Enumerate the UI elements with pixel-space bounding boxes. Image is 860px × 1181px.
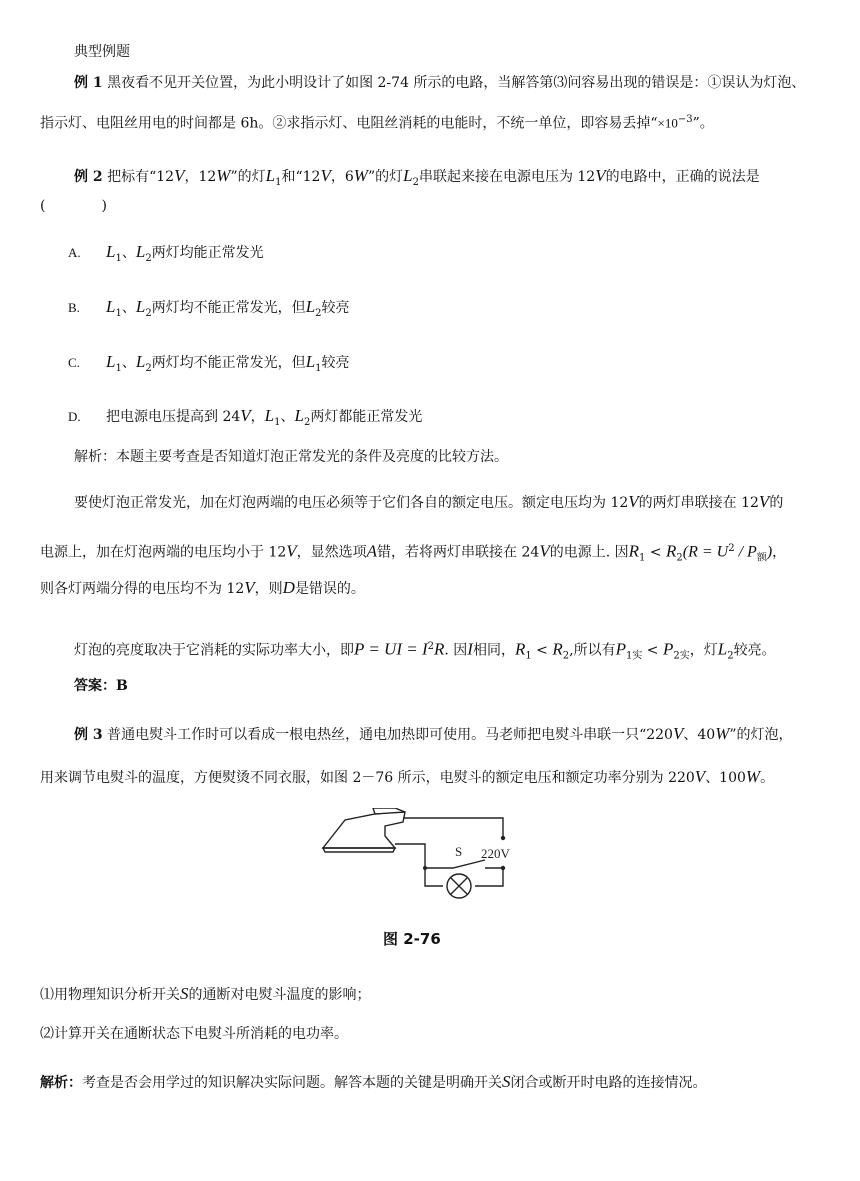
wire-lamp-right bbox=[475, 868, 503, 886]
subscript-1: 1 bbox=[639, 552, 646, 564]
option-letter: C. bbox=[68, 355, 80, 370]
example-2-text: ”的灯 bbox=[367, 169, 404, 185]
analysis-text: 要使灯泡正常发光，加在灯泡两端的电压必须等于它们各自的额定电压。额定电压均为 12 bbox=[74, 495, 629, 511]
separator: 、 bbox=[121, 245, 136, 261]
unit-v: V bbox=[694, 767, 706, 786]
option-text: 两灯均能正常发光 bbox=[151, 245, 264, 261]
example-3-line-1 bbox=[74, 724, 793, 745]
analysis-text: 灯泡的亮度取决于它消耗的实际功率大小，即 bbox=[74, 642, 354, 659]
analysis-text: . 因 bbox=[444, 642, 468, 659]
terminal-bottom bbox=[501, 866, 505, 870]
figure-voltage-label: 220V bbox=[481, 846, 510, 861]
analysis-line-2 bbox=[74, 492, 783, 513]
solution-text: 考查是否会用学过的知识解决实际问题。解答本题的关键是明确开关 bbox=[82, 1075, 502, 1091]
unit-v: V bbox=[628, 492, 639, 511]
question-2: ⑵计算开关在通断状态下电熨斗所消耗的电功率。 bbox=[40, 1026, 348, 1042]
separator: ， bbox=[250, 409, 265, 425]
wire-top bbox=[403, 818, 503, 838]
option-letter: A. bbox=[68, 245, 81, 260]
example-3-text: 普通电熨斗工作时可以看成一根电热丝，通电加热即可使用。马老师把电熨斗串联一只“220 bbox=[107, 727, 673, 743]
example-1-line-1 bbox=[74, 73, 805, 93]
analysis-text: 的 bbox=[769, 495, 784, 511]
option-ref-a: A bbox=[366, 541, 378, 561]
example-2-text: ，12 bbox=[184, 169, 217, 185]
subscript-1: 1 bbox=[274, 416, 281, 428]
unit-v: V bbox=[758, 492, 770, 511]
separator: 、 bbox=[121, 355, 136, 371]
section-heading: 典型例题 bbox=[74, 44, 130, 60]
option-text: 两灯均不能正常发光，但 bbox=[151, 355, 306, 371]
power-p: P bbox=[615, 639, 626, 659]
formula-r: R bbox=[666, 541, 677, 561]
question-1 bbox=[40, 984, 371, 1005]
lamp-l: L bbox=[305, 352, 316, 371]
example-2-text: 的电路中，正确的说法是 bbox=[605, 169, 760, 185]
option-letter: D. bbox=[68, 409, 81, 424]
analysis-text: 较亮。 bbox=[733, 642, 776, 659]
power-p: P bbox=[663, 639, 674, 659]
lamp-l: L bbox=[135, 242, 146, 261]
unit-v: V bbox=[672, 724, 684, 743]
example-2-text: 把标有“12 bbox=[107, 169, 175, 185]
unit-factor: ×10 bbox=[657, 115, 678, 131]
subscript-1: 1 bbox=[275, 176, 282, 188]
example-2-label: 例 2 bbox=[74, 169, 103, 185]
unit-v: V bbox=[174, 166, 185, 185]
analysis-text: ， bbox=[772, 544, 787, 561]
separator: 、 bbox=[280, 409, 295, 425]
formula-paren: ) bbox=[766, 543, 773, 561]
analysis-text: 相同， bbox=[472, 642, 515, 659]
subscript-rated: 额 bbox=[756, 552, 767, 564]
unit-w: W bbox=[216, 166, 231, 185]
analysis-text: 则各灯两端分得的电压均不为 12 bbox=[40, 581, 245, 597]
subscript-2-actual: 2实 bbox=[673, 650, 690, 662]
example-3-text: 、40 bbox=[683, 727, 716, 743]
unit-v: V bbox=[539, 541, 550, 561]
subscript-1: 1 bbox=[115, 252, 122, 264]
lamp-l: L bbox=[135, 297, 146, 316]
unit-w: W bbox=[353, 166, 368, 185]
subscript-1: 1 bbox=[115, 307, 122, 319]
example-3-text: ”的灯泡， bbox=[729, 727, 793, 743]
example-3-label: 例 3 bbox=[74, 727, 103, 743]
lamp-l: L bbox=[135, 352, 146, 371]
lamp-l: L bbox=[265, 166, 276, 185]
analysis-intro: 解析：本题主要考查是否知道灯泡正常发光的条件及亮度的比较方法。 bbox=[74, 449, 508, 465]
subscript-2: 2 bbox=[727, 650, 734, 662]
less-than: < bbox=[531, 642, 553, 659]
unit-v: V bbox=[320, 166, 331, 185]
example-2-text: 串联起来接在电源电压为 12 bbox=[418, 169, 596, 185]
switch-s: S bbox=[180, 984, 189, 1003]
example-1-text-1: 黑夜看不见开关位置，为此小明设计了如图 2-74 所示的电路，当解答第⑶问容易出现的错误是：①误认为灯泡、 bbox=[107, 75, 806, 91]
figure-caption: 图 2-76 bbox=[383, 930, 441, 948]
unit-w: W bbox=[715, 724, 730, 743]
subscript-2: 2 bbox=[315, 307, 322, 319]
subscript-1: 1 bbox=[315, 362, 322, 374]
subscript-2: 2 bbox=[412, 176, 419, 188]
example-3-line-2 bbox=[40, 767, 774, 788]
wire-switch bbox=[425, 860, 485, 868]
unit-exponent: −3 bbox=[677, 114, 693, 125]
lamp-l: L bbox=[106, 297, 116, 316]
lamp-l: L bbox=[264, 406, 275, 425]
example-2-text: 和“12 bbox=[281, 169, 321, 185]
option-letter: B. bbox=[68, 300, 80, 315]
separator: 、 bbox=[121, 300, 136, 316]
iron-base bbox=[323, 848, 395, 852]
figure-switch-label: S bbox=[455, 844, 463, 859]
unit-v: V bbox=[286, 541, 297, 561]
option-tail: 较亮 bbox=[321, 355, 350, 371]
iron-outline bbox=[323, 812, 405, 848]
less-than: < bbox=[645, 544, 667, 561]
less-than: < bbox=[642, 642, 663, 659]
solution-text: 闭合或断开时电路的连接情况。 bbox=[510, 1075, 707, 1091]
analysis-text: 的两灯串联接在 12 bbox=[638, 495, 759, 511]
analysis-text: ，灯 bbox=[689, 642, 718, 659]
option-ref-d: D bbox=[282, 578, 295, 597]
lamp-l: L bbox=[106, 242, 116, 261]
lamp-cross bbox=[451, 878, 467, 894]
subscript-1-actual: 1实 bbox=[625, 650, 643, 662]
analysis-text: 错，若将两灯串联接在 24 bbox=[377, 544, 540, 561]
subscript-1: 1 bbox=[525, 650, 532, 662]
option-text: 两灯都能正常发光 bbox=[310, 409, 423, 425]
wire-iron-bottom bbox=[395, 844, 443, 886]
subscript-2: 2 bbox=[145, 252, 152, 264]
analysis-line-4 bbox=[40, 578, 365, 599]
option-text: 两灯均不能正常发光，但 bbox=[151, 300, 306, 316]
unit-v: V bbox=[244, 578, 255, 597]
analysis-text: 电源上，加在灯泡两端的电压均小于 12 bbox=[40, 544, 287, 561]
example-3-text: 用来调节电熨斗的温度，方便熨烫不同衣服，如图 2－76 所示，电熨斗的额定电压和额定功率分别为 220 bbox=[40, 770, 695, 786]
example-1-text-2: 指示灯、电阻丝用电的时间都是 6h。②求指示灯、电阻丝消耗的电能时，不统一单位，即容易丢掉“ bbox=[40, 115, 658, 132]
subscript-1: 1 bbox=[115, 362, 122, 374]
superscript-2: 2 bbox=[427, 641, 434, 652]
formula-power: P = UI = I bbox=[354, 639, 428, 659]
example-3-text: 、100 bbox=[705, 770, 746, 786]
option-tail: 较亮 bbox=[321, 300, 350, 316]
terminal-top bbox=[501, 836, 505, 840]
example-1-text-3: ”。 bbox=[692, 115, 714, 132]
unit-v: V bbox=[595, 166, 606, 185]
example-3-text: 。 bbox=[760, 770, 775, 786]
subscript-2: 2 bbox=[145, 362, 152, 374]
option-b bbox=[68, 297, 350, 324]
example-1-line-2 bbox=[40, 110, 714, 134]
example-2-line-1 bbox=[74, 166, 760, 193]
question-text: ⑴用物理知识分析开关 bbox=[40, 987, 180, 1003]
lamp-l: L bbox=[305, 297, 316, 316]
analysis-text: ，显然选项 bbox=[296, 544, 367, 561]
lamp-l: L bbox=[403, 166, 413, 185]
answer: 答案：B bbox=[74, 678, 128, 694]
formula-r: R bbox=[434, 639, 445, 659]
option-d bbox=[68, 406, 422, 433]
junction bbox=[423, 866, 427, 870]
example-2-text: ，6 bbox=[330, 169, 354, 185]
circuit-figure bbox=[315, 808, 525, 908]
lamp-l: L bbox=[294, 406, 304, 425]
answer-bracket: ( ) bbox=[40, 198, 107, 214]
analysis-text: ，则 bbox=[254, 581, 283, 597]
formula-r: R bbox=[552, 639, 563, 659]
option-text: 把电源电压提高到 24 bbox=[106, 409, 241, 425]
subscript-2: 2 bbox=[145, 307, 152, 319]
formula-r: R bbox=[514, 639, 526, 659]
example-1-label: 例 1 bbox=[74, 75, 103, 91]
question-text: 的通断对电熨斗温度的影响； bbox=[188, 987, 371, 1003]
analysis-text: ,所以有 bbox=[569, 642, 616, 659]
formula-p: / P bbox=[734, 543, 757, 561]
analysis-line-3 bbox=[40, 539, 786, 568]
superscript-2: 2 bbox=[728, 543, 735, 554]
solution-label: 解析： bbox=[40, 1075, 82, 1091]
current-i: I bbox=[467, 639, 473, 659]
formula-r: R bbox=[628, 541, 639, 561]
lamp-l: L bbox=[106, 352, 116, 371]
analysis-line-5 bbox=[74, 637, 776, 666]
unit-v: V bbox=[240, 406, 251, 425]
switch-s: S bbox=[502, 1072, 511, 1091]
solution-analysis bbox=[40, 1072, 707, 1093]
option-c bbox=[68, 352, 350, 379]
subscript-2: 2 bbox=[676, 552, 683, 564]
unit-w: W bbox=[745, 767, 761, 786]
analysis-text: 是错误的。 bbox=[294, 581, 365, 597]
subscript-2: 2 bbox=[562, 650, 570, 662]
lamp-l: L bbox=[717, 639, 728, 659]
example-2-text: ”的灯 bbox=[230, 169, 266, 185]
option-a bbox=[68, 242, 264, 269]
subscript-2: 2 bbox=[303, 416, 311, 428]
analysis-text: 的电源上. 因 bbox=[549, 544, 629, 561]
formula-r-def: (R = U bbox=[682, 543, 729, 561]
